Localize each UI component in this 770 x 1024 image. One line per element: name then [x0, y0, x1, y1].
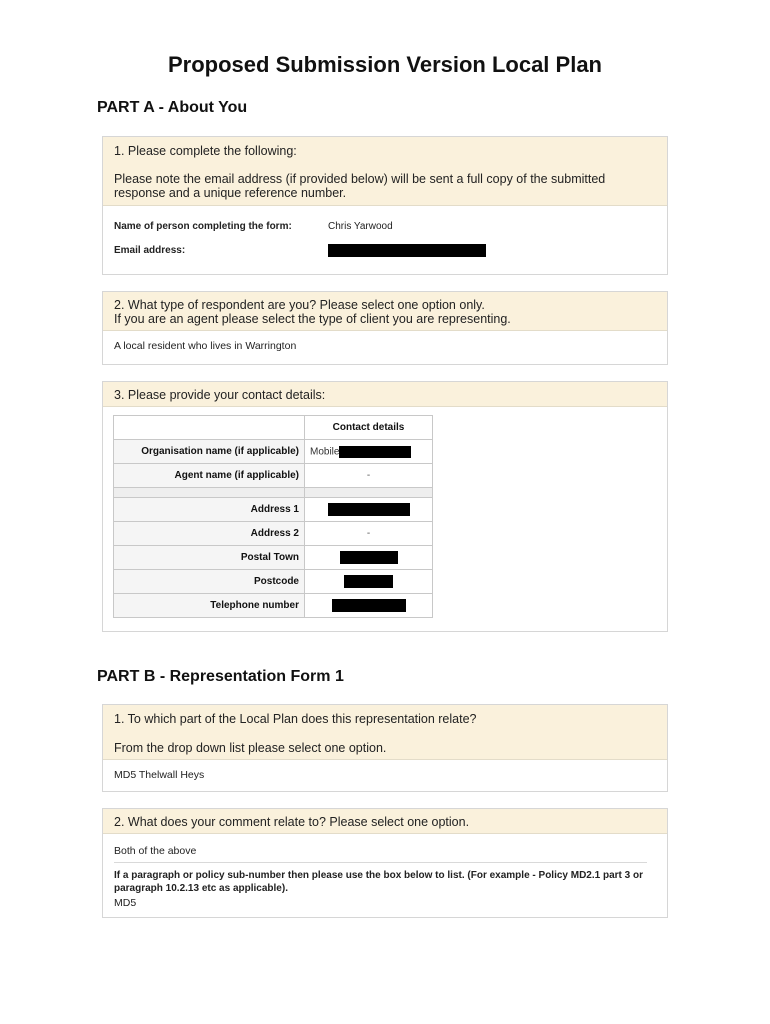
part-b-q1-instruction: From the drop down list please select one option.: [114, 741, 387, 755]
telephone-redaction: [332, 599, 406, 612]
organisation-redaction: [339, 446, 411, 458]
address1-redaction: [328, 503, 410, 516]
table-row: [114, 570, 433, 594]
part-a-q3-box: [102, 381, 668, 632]
table-row: [114, 498, 433, 522]
part-b-q2-box: [102, 808, 668, 918]
organisation-value: Mobile: [310, 446, 340, 458]
part-b-q1-question: 1. To which part of the Local Plan does this representation relate?: [114, 712, 477, 726]
page-title: Proposed Submission Version Local Plan: [168, 52, 602, 77]
telephone-label: Telephone number: [114, 594, 305, 618]
organisation-label: Organisation name (if applicable): [114, 440, 305, 464]
part-b-q2-question: 2. What does your comment relate to? Please select one option.: [114, 815, 470, 829]
table-row: [114, 594, 433, 618]
address1-label: Address 1: [114, 498, 305, 522]
part-b-heading: PART B - Representation Form 1: [97, 668, 344, 685]
part-a-q2-box: [102, 291, 668, 365]
part-a-q1-box: [102, 136, 668, 275]
part-b-q1-answer: MD5 Thelwall Heys: [114, 769, 205, 781]
part-b-q2-subnote: If a paragraph or policy sub-number then please use the box below to list. (For example - Policy MD2.1 part 3 or paragraph 10.2.13 etc as applicable).: [114, 870, 643, 894]
table-row: [114, 464, 433, 488]
table-row: [114, 546, 433, 570]
name-label: Name of person completing the form:: [114, 220, 292, 232]
address2-label: Address 2: [114, 522, 305, 546]
contact-details-table: [113, 415, 433, 618]
postal-town-label: Postal Town: [114, 546, 305, 570]
agent-value: -: [305, 464, 433, 488]
postcode-redaction: [344, 575, 393, 588]
email-redaction: [328, 244, 486, 257]
table-row: [114, 522, 433, 546]
name-value: Chris Yarwood: [328, 220, 393, 232]
part-a-q2-question-line1: 2. What type of respondent are you? Please select one option only.: [114, 298, 485, 312]
agent-label: Agent name (if applicable): [114, 464, 305, 488]
part-a-heading: PART A - About You: [97, 99, 248, 116]
part-b-q2-answer: Both of the above: [114, 845, 197, 857]
part-b-q2-subanswer: MD5: [114, 897, 137, 909]
part-a-q1-question: 1. Please complete the following:: [114, 144, 297, 158]
table-row: [114, 440, 433, 464]
postcode-label: Postcode: [114, 570, 305, 594]
postal-town-redaction: [340, 551, 398, 564]
part-a-q2-question-line2: If you are an agent please select the type of client you are representing.: [114, 312, 511, 326]
contact-details-header: Contact details: [305, 416, 433, 440]
part-b-q1-box: [102, 704, 668, 792]
part-a-q1-note: Please note the email address (if provided below) will be sent a full copy of the submitted response and a unique reference number.: [114, 172, 606, 200]
address2-value: -: [305, 522, 433, 546]
email-label: Email address:: [114, 244, 186, 256]
part-a-q3-question: 3. Please provide your contact details:: [114, 388, 326, 402]
part-a-q2-answer: A local resident who lives in Warrington: [114, 340, 297, 352]
